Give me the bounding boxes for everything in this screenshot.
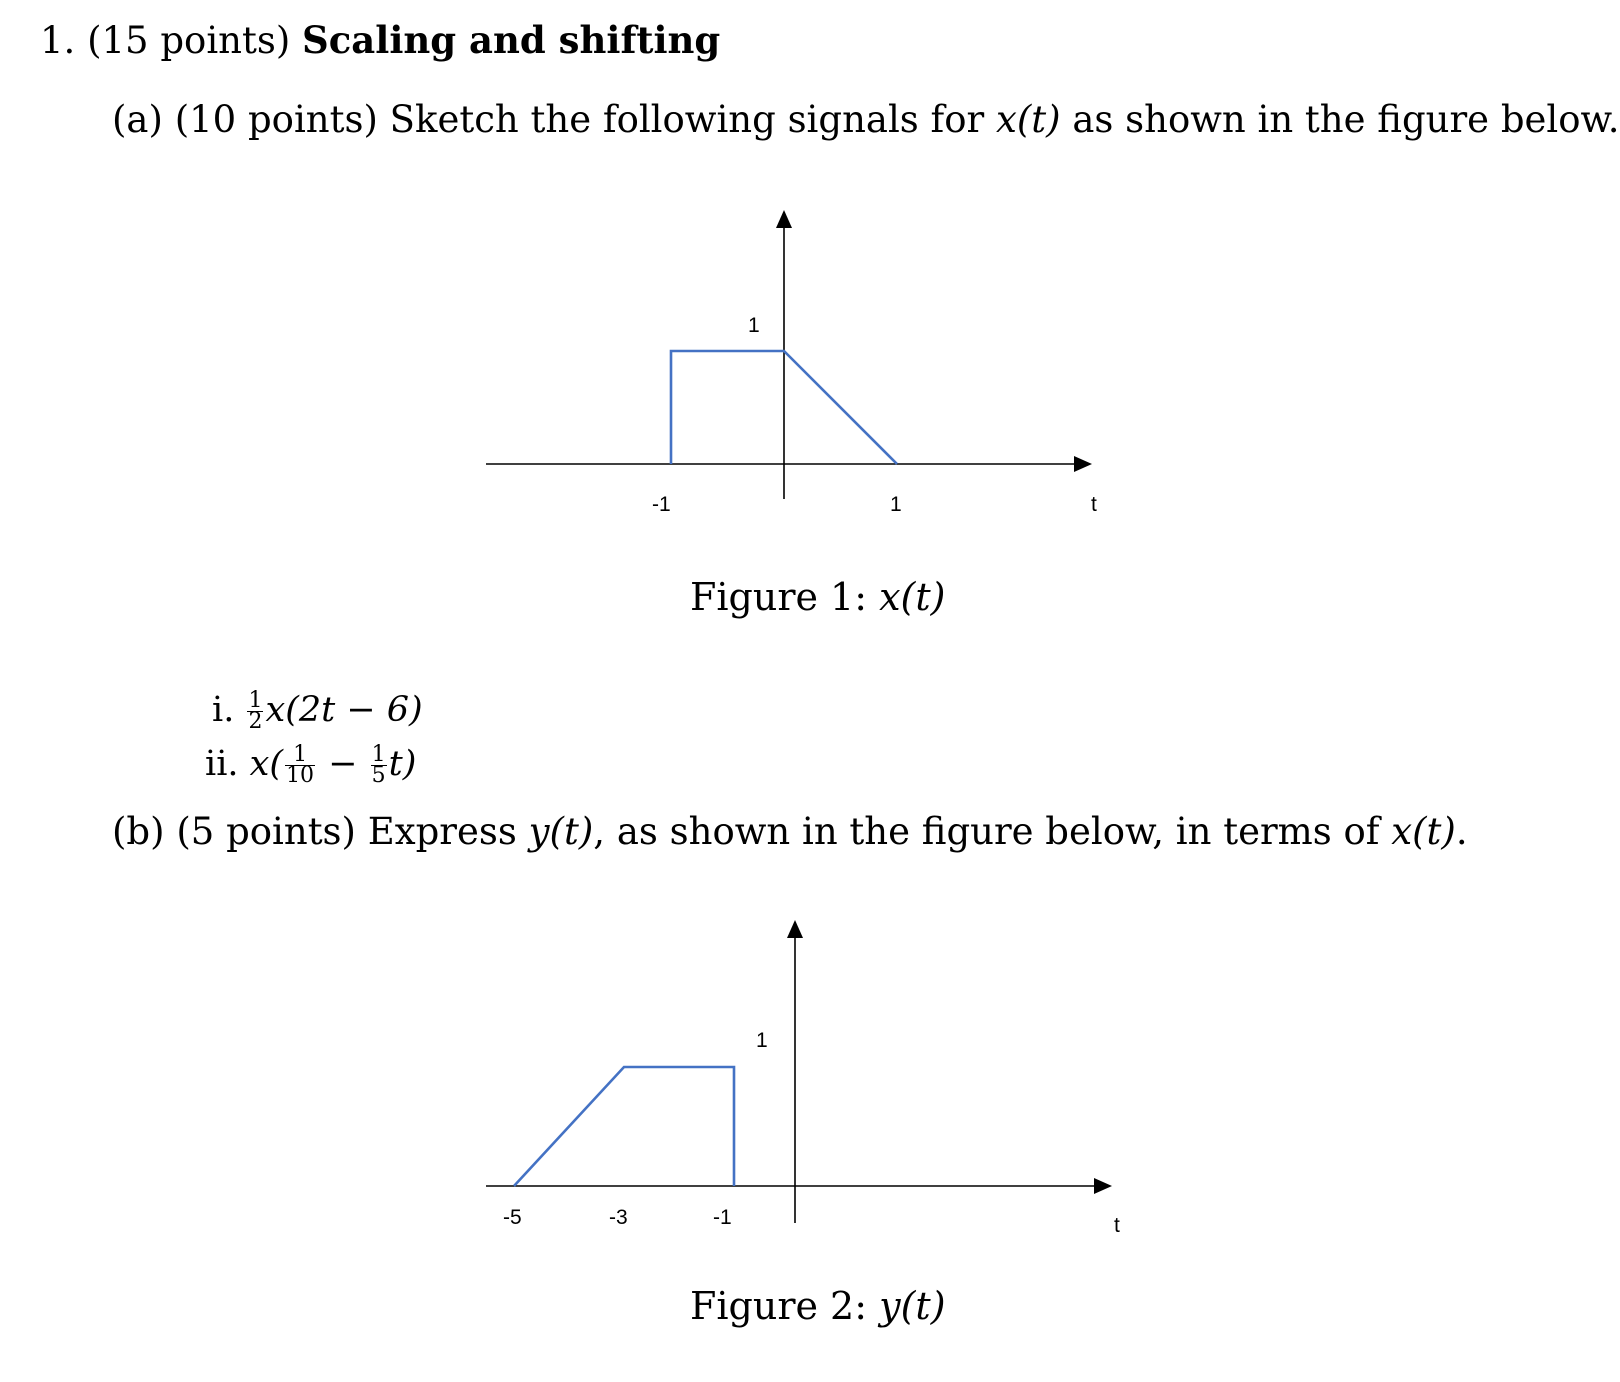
part-a-text-before: Sketch the following signals for (389, 98, 985, 141)
problem-number: 1. (40, 19, 76, 62)
item-ii-expr-prefix: x( (249, 744, 284, 784)
part-b-math-1: y(t) (528, 810, 594, 853)
figure-2-caption-math: y(t) (879, 1284, 946, 1328)
part-b-prompt (112, 810, 1468, 853)
fig1-y-arrow (776, 210, 792, 228)
fig1-axis-label: t (1091, 493, 1097, 516)
part-b-text-middle: , as shown in the figure below, in terms of (593, 810, 1380, 853)
part-a-label: (a) (112, 98, 163, 141)
fig2-x-arrow (1094, 1178, 1112, 1194)
fig1-x-arrow (1074, 456, 1092, 472)
item-ii-label: ii. (205, 744, 239, 784)
item-i-label: i. (212, 690, 235, 730)
fig2-y-arrow (787, 920, 803, 938)
fig2-tick-label: -1 (713, 1206, 732, 1229)
part-b-points: (5 points) (176, 810, 356, 853)
item-i-frac-num: 1 (248, 688, 263, 713)
item-ii-op: − (328, 744, 358, 784)
item-i-fraction (247, 688, 263, 734)
figure-1-caption-prefix: Figure 1: (690, 575, 868, 619)
fig2-tick-label: -3 (609, 1206, 628, 1229)
part-a-text-after: as shown in the figure below. (1072, 98, 1620, 141)
part-b-text-before: Express (367, 810, 517, 853)
item-ii-frac2-den: 5 (371, 763, 386, 788)
item-i (212, 690, 423, 732)
fig2-axis-label: t (1114, 1214, 1120, 1237)
problem-title: Scaling and shifting (302, 18, 721, 62)
fig1-tick-label: 1 (890, 493, 902, 516)
fig1-tick-label: -1 (652, 493, 671, 516)
figure-2-caption (690, 1284, 946, 1328)
item-i-frac-den: 2 (248, 709, 263, 734)
part-a-points: (10 points) (174, 98, 378, 141)
item-ii-frac1-num: 1 (285, 745, 315, 766)
fig2-level-label: 1 (756, 1029, 768, 1052)
item-ii-expr-suffix: t) (388, 744, 417, 784)
figure-2-caption-prefix: Figure 2: (690, 1284, 868, 1328)
problem-points: (15 points) (87, 19, 291, 62)
figure-1-caption-math: x(t) (879, 575, 946, 619)
item-ii (205, 744, 416, 786)
fig1-level-label: 1 (748, 314, 760, 337)
part-b-label: (b) (112, 810, 165, 853)
item-ii-fraction-2 (371, 742, 387, 788)
fig2-tick-label: -5 (503, 1206, 522, 1229)
item-i-expr: x(2t − 6) (265, 690, 423, 730)
figure-1-caption (690, 575, 945, 619)
item-ii-frac1-den: 10 (286, 763, 315, 788)
fig2-signal-line (514, 1067, 734, 1186)
part-b-math-2: x(t) (1391, 810, 1456, 853)
part-a-math: x(t) (995, 98, 1061, 141)
item-ii-fraction-1 (285, 742, 315, 788)
item-ii-frac2-num: 1 (371, 742, 386, 767)
part-b-text-after: . (1455, 810, 1468, 853)
